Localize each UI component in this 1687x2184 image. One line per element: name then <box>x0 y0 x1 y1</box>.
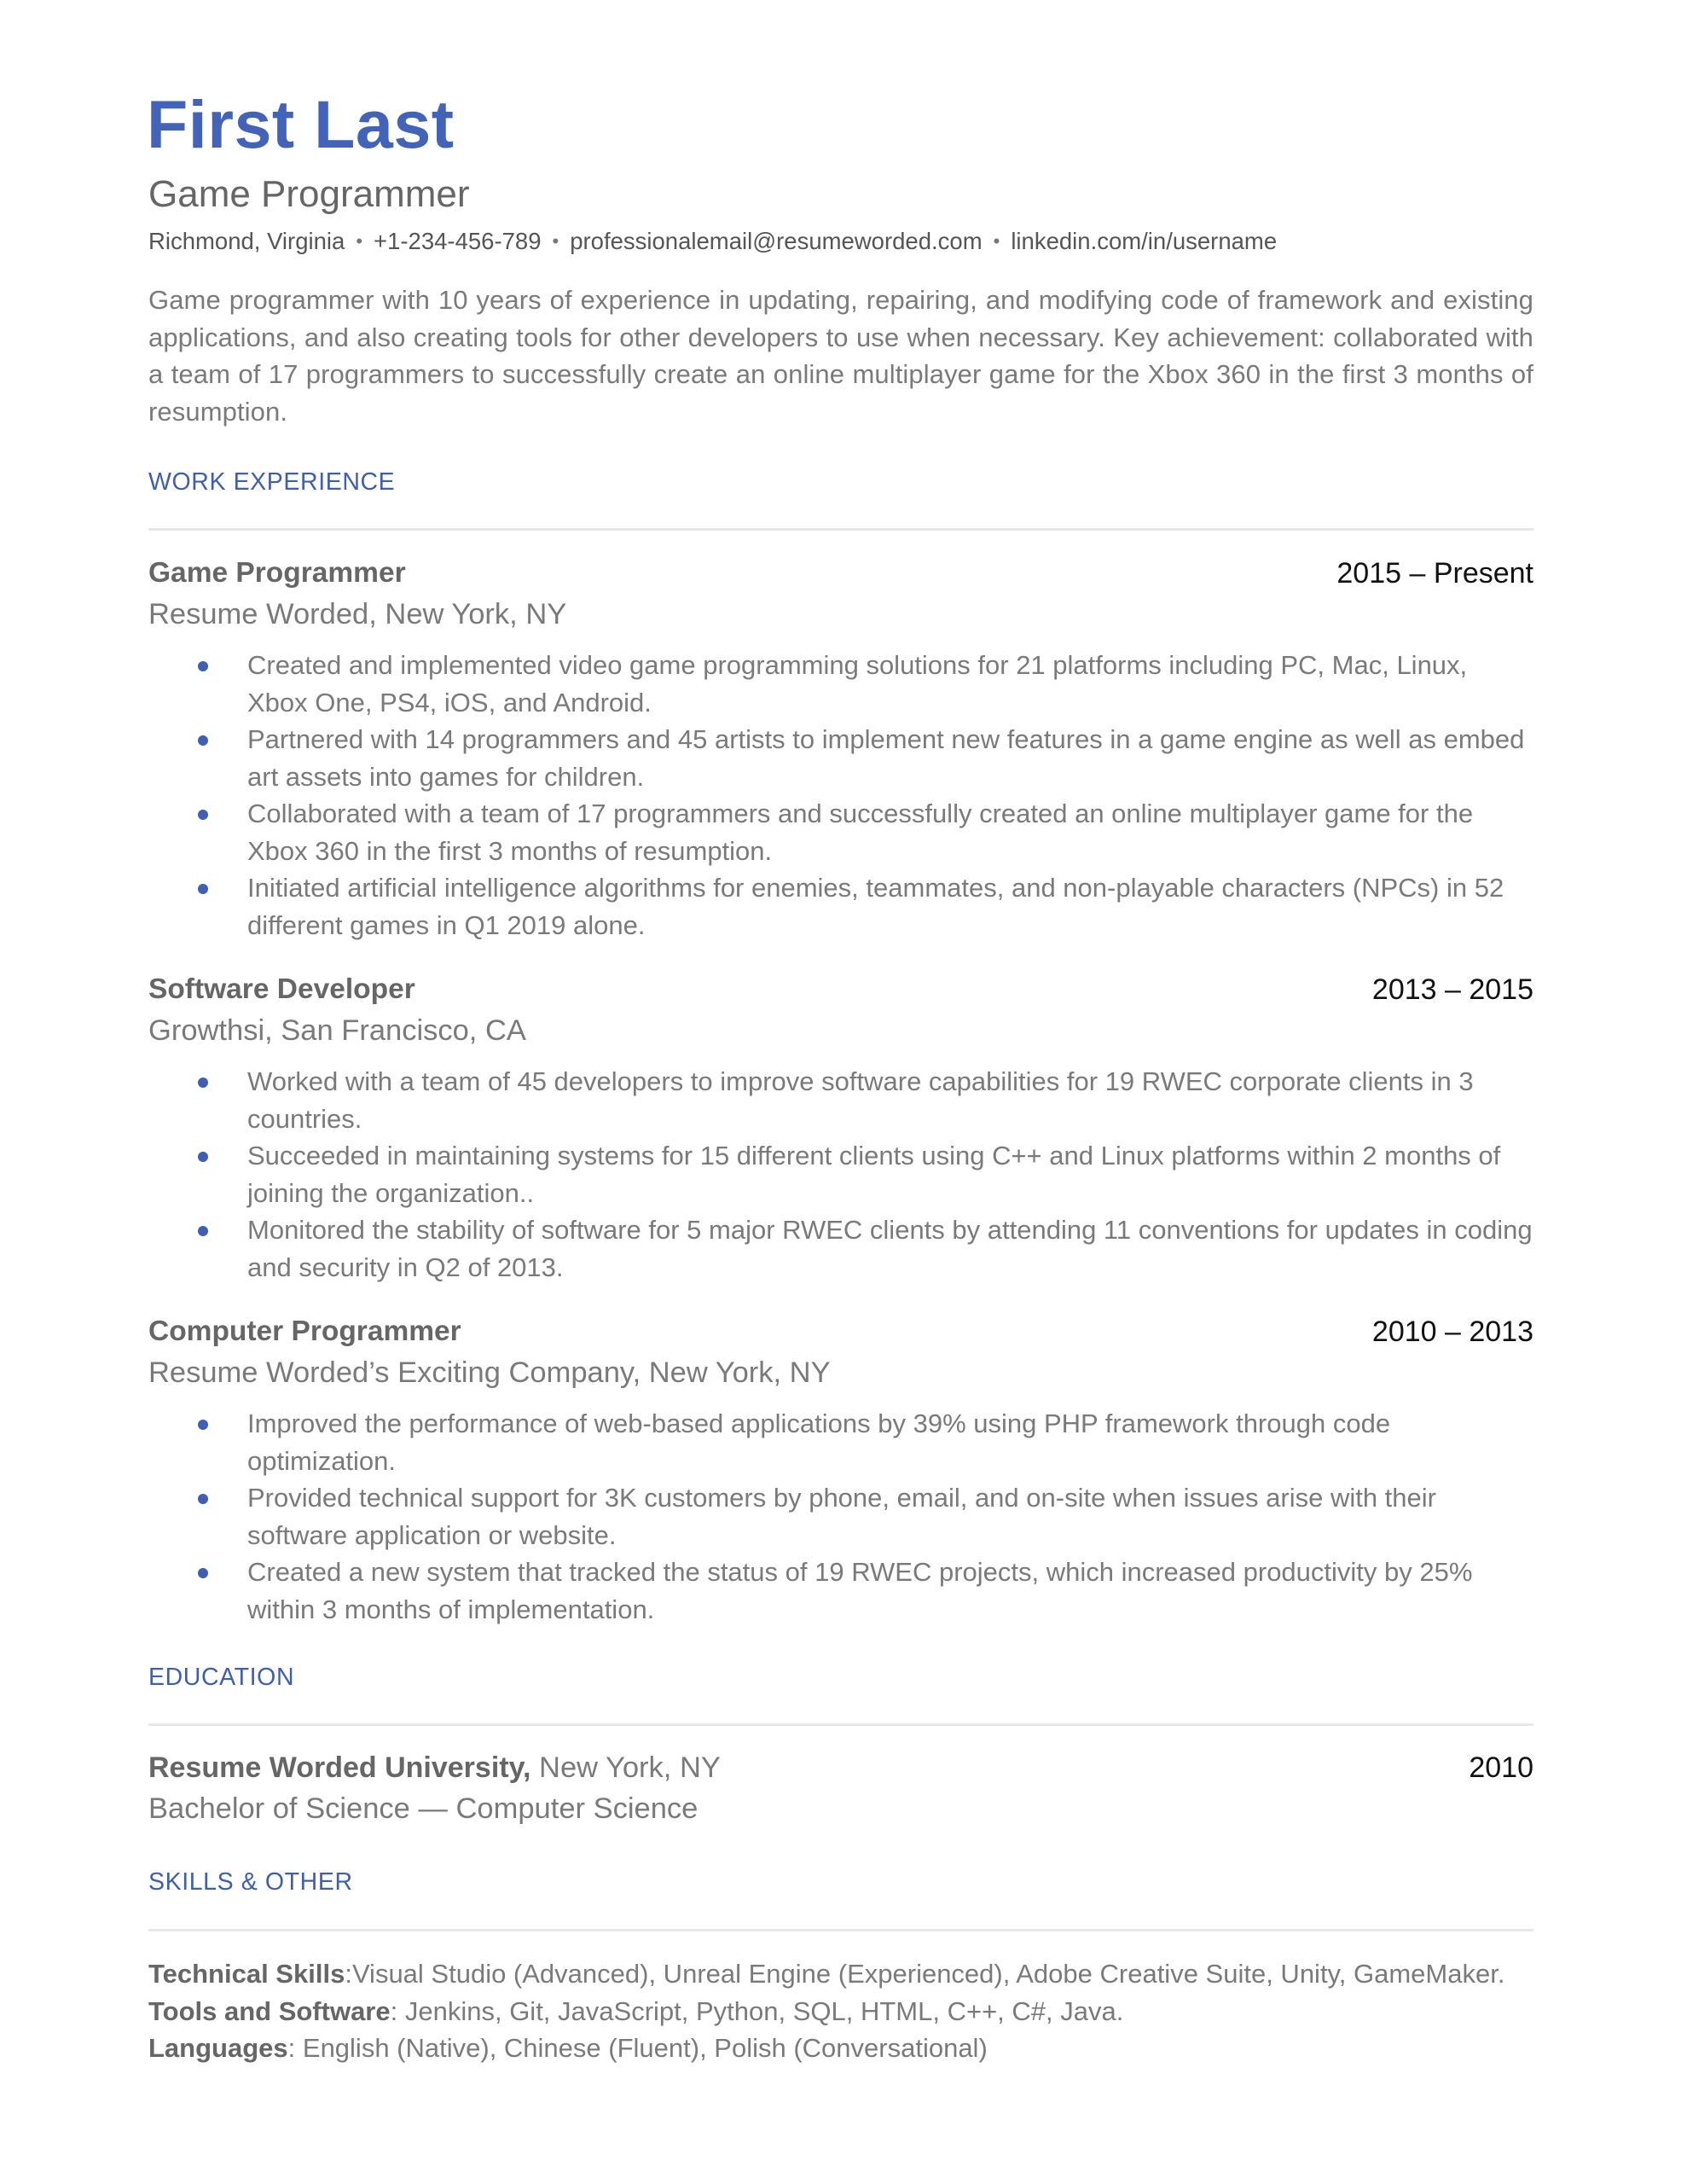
skill-row-tools <box>148 1993 1533 2030</box>
skill-label: Tools and Software <box>148 1995 391 2026</box>
education-location: New York, NY <box>530 1751 721 1784</box>
separator-dot-icon: • <box>552 230 559 252</box>
bullet-text: Created a new system that tracked the status of 19 RWEC projects, which increased productivity by 25% within 3 months of implementation. <box>247 1557 1473 1624</box>
contact-location: Richmond, Virginia <box>148 228 345 254</box>
bullet-dot-icon <box>198 1568 208 1578</box>
bullet-item <box>148 795 1533 869</box>
bullet-dot-icon <box>198 1226 208 1236</box>
skill-separator: : <box>287 2033 303 2063</box>
separator-dot-icon: • <box>356 230 363 252</box>
bullet-dot-icon <box>198 810 208 820</box>
job-header <box>148 1311 1533 1352</box>
contact-email[interactable]: professionalemail@resumeworded.com <box>570 228 983 254</box>
job-entry <box>148 1311 1533 1628</box>
job-dates: 2010 – 2013 <box>1371 1316 1533 1348</box>
skills-list <box>148 1955 1533 2067</box>
bullet-item <box>148 1063 1533 1137</box>
job-title: Game Programmer <box>148 557 406 589</box>
bullet-text: Partnered with 14 programmers and 45 artists to implement new features in a game engine as well as embed art assets into games for children. <box>247 724 1525 792</box>
job-title: Computer Programmer <box>148 1316 461 1347</box>
bullet-dot-icon <box>198 1077 208 1088</box>
job-company: Resume Worded’s Exciting Company, New York, NY <box>148 1356 831 1389</box>
bullet-item <box>148 721 1533 795</box>
bullet-text: Succeeded in maintaining systems for 15 different clients using C++ and Linux platforms within 2 months of joining the organization.. <box>247 1141 1501 1208</box>
bullet-text: Provided technical support for 3K customers by phone, email, and on-site when issues arise with their software application or website. <box>247 1483 1436 1550</box>
bullet-item <box>148 1554 1533 1628</box>
education-degree: Bachelor of Science — Computer Science <box>148 1792 699 1825</box>
bullet-text: Improved the performance of web-based applications by 39% using PHP framework through code optimization. <box>247 1409 1391 1476</box>
candidate-title: Game Programmer <box>148 173 470 215</box>
skill-label: Languages <box>148 2033 288 2063</box>
job-title: Software Developer <box>148 973 415 1005</box>
job-company: Growthsi, San Francisco, CA <box>148 1014 526 1047</box>
bullet-text: Created and implemented video game programming solutions for 21 platforms including PC, Mac, Linux, Xbox One, PS4, iOS, and Android. <box>247 650 1468 717</box>
contact-phone[interactable]: +1-234-456-789 <box>374 228 542 254</box>
summary-paragraph: Game programmer with 10 years of experience in updating, repairing, and modifying code of framework and existing applications, and also creating tools for other developers to use when necessary. Key achievement: collaborated with a team of 17 programmers to successfully create an online multiplayer game for the Xbox 360 in the first 3 months of resumption. <box>148 285 1533 427</box>
section-divider <box>148 1723 1533 1726</box>
bullet-text: Monitored the stability of software for 5 major RWEC clients by attending 11 conventions for updates in coding and security in Q2 of 2013. <box>247 1215 1533 1282</box>
education-date: 2010 <box>1469 1751 1533 1784</box>
job-entry <box>148 969 1533 1286</box>
skill-separator: : <box>345 1959 352 1989</box>
bullet-dot-icon <box>198 1152 208 1162</box>
skill-row-technical <box>148 1955 1533 1993</box>
skill-row-languages <box>148 2030 1533 2067</box>
bullet-item <box>148 869 1533 944</box>
section-divider <box>148 1929 1533 1931</box>
section-heading-skills: SKILLS & OTHER <box>148 1868 353 1896</box>
bullet-dot-icon <box>198 1420 208 1430</box>
skill-value: Jenkins, Git, JavaScript, Python, SQL, HTML, C++, C#, Java. <box>404 1995 1124 2026</box>
bullet-dot-icon <box>198 735 208 746</box>
skill-value: English (Native), Chinese (Fluent), Polish (Conversational) <box>302 2033 988 2063</box>
job-header <box>148 553 1533 594</box>
bullet-dot-icon <box>198 1494 208 1504</box>
job-entry <box>148 553 1533 944</box>
job-dates: 2013 – 2015 <box>1371 973 1533 1006</box>
job-dates: 2015 – Present <box>1336 557 1533 590</box>
section-heading-work-experience: WORK EXPERIENCE <box>148 468 396 496</box>
bullet-text: Collaborated with a team of 17 programmers and successfully created an online multiplayer game for the Xbox 360 in the first 3 months of resumption. <box>247 799 1474 866</box>
separator-dot-icon: • <box>993 230 1000 252</box>
candidate-name: First Last <box>147 86 455 162</box>
job-bullets <box>148 1405 1533 1628</box>
contact-linkedin[interactable]: linkedin.com/in/username <box>1011 228 1278 254</box>
education-school-line <box>148 1747 1533 1788</box>
job-bullets <box>148 647 1533 944</box>
bullet-text: Initiated artificial intelligence algorithms for enemies, teammates, and non-playable characters (NPCs) in 52 different games in Q1 2019 alone. <box>247 873 1504 940</box>
bullet-item <box>148 1211 1533 1286</box>
job-company: Resume Worded, New York, NY <box>148 598 567 630</box>
skill-separator: : <box>390 1995 405 2026</box>
contact-line <box>148 227 1277 258</box>
job-header <box>148 969 1533 1010</box>
bullet-text: Worked with a team of 45 developers to improve software capabilities for 19 RWEC corporate clients in 3 countries. <box>247 1066 1474 1134</box>
education-entry <box>148 1747 1533 1788</box>
section-divider <box>148 528 1533 531</box>
job-bullets <box>148 1063 1533 1286</box>
section-heading-education: EDUCATION <box>148 1664 295 1691</box>
bullet-dot-icon <box>198 884 208 894</box>
skill-label: Technical Skills <box>148 1959 345 1989</box>
bullet-item <box>148 1137 1533 1211</box>
skill-value: Visual Studio (Advanced), Unreal Engine (Experienced), Adobe Creative Suite, Unity, GameMaker. <box>351 1959 1505 1989</box>
bullet-dot-icon <box>198 661 208 671</box>
bullet-item <box>148 1405 1533 1479</box>
education-school: Resume Worded University, <box>148 1751 531 1784</box>
bullet-item <box>148 647 1533 721</box>
bullet-item <box>148 1479 1533 1554</box>
